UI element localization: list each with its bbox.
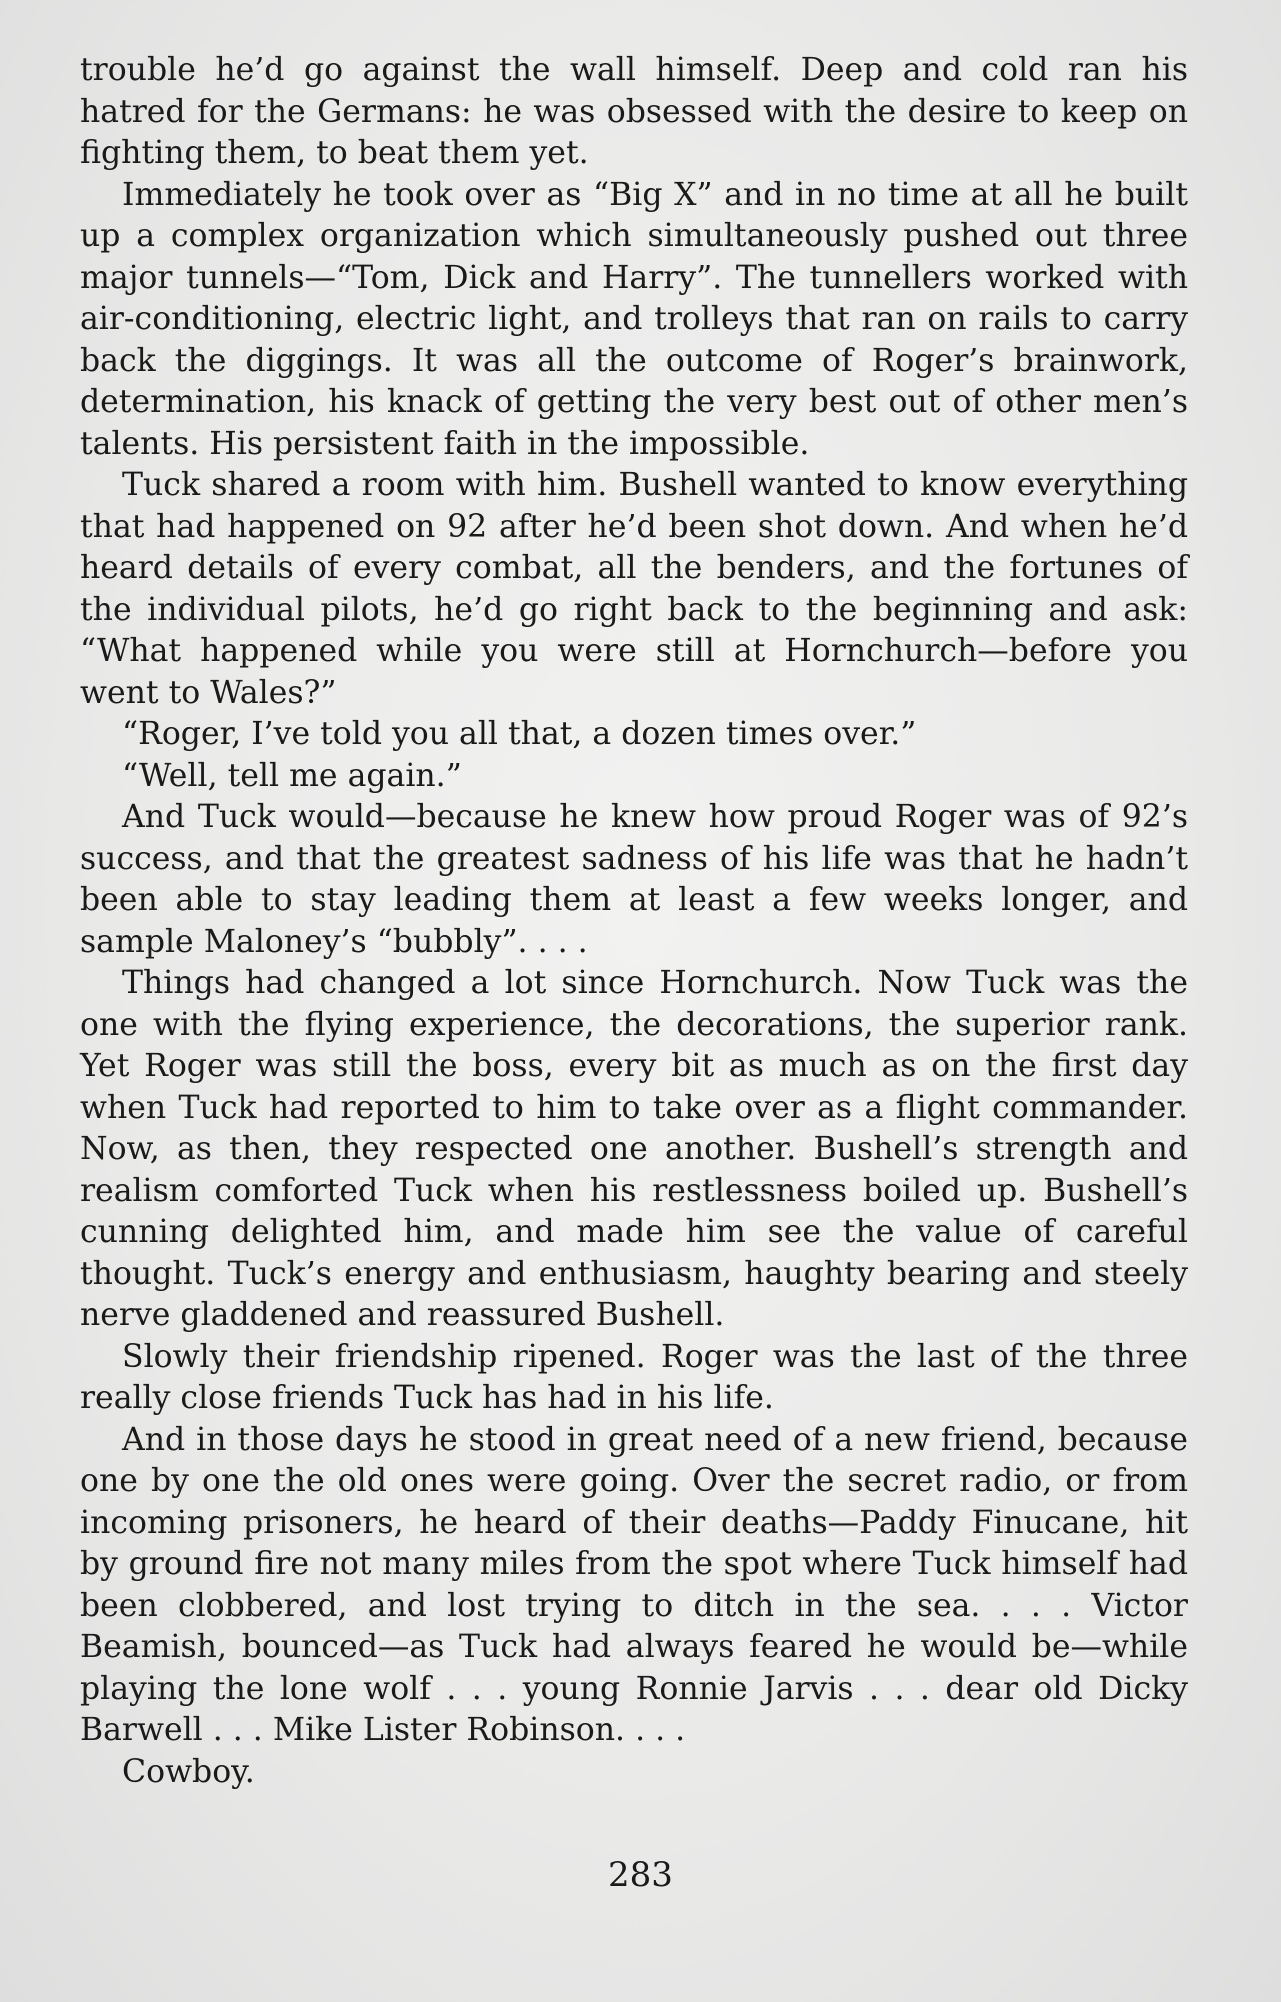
paragraph-tuck-would: And Tuck would—because he knew how proud Roger was of 92’s success, and that the greatest sadness of his life was that he hadn’t been able to stay leading them at least a few weeks longer, and sample Maloney’s “bubbly”. . . . <box>80 799 1188 960</box>
paragraph-old-friends: And in those days he stood in great need of a new friend, because one by one the old ones were going. Over the secret radio, or from incoming prisoners, he heard of their deaths—Paddy Finucane, hit by ground fire not many miles from the spot where Tuck himself had been clobbered, and lost trying to ditch in the sea. . . . Victor Beamish, bounced—as Tuck had always feared he would be—while playing the lone wolf . . . young Ronnie Jarvis . . . dear old Dicky Barwell . . . Mike Lister Robinson. . . . <box>80 1421 1188 1748</box>
paragraph-room-share: Tuck shared a room with him. Bushell wanted to know everything that had happened on 92 after he’d been shot down. And when he’d heard details of every combat, all the benders, and the fortunes of the individual pilots, he’d go right back to the beginning and ask: “What happened while you were still at Hornchurch—before you went to Wales?” <box>80 467 1188 711</box>
page-number: 283 <box>608 1855 673 1895</box>
paragraph-friendship: Slowly their friendship ripened. Roger was the last of the three really close friends Tuck has had in his life. <box>80 1338 1188 1416</box>
paragraph-things-changed: Things had changed a lot since Hornchurch. Now Tuck was the one with the flying experience, the decorations, the superior rank. Yet Roger was still the boss, every bit as much as on the first day when Tuck had reported to him to take over as a flight commander. Now, as then, they respected one another. Bushell’s strength and realism comforted Tuck when his restlessness boiled up. Bushell’s cunning delighted him, and made him see the value of careful thought. Tuck’s energy and enthusiasm, haughty bearing and steely nerve gladdened and reassured Bushell. <box>80 965 1188 1333</box>
paragraph-big-x: Immediately he took over as “Big X” and in no time at all he built up a complex organization which simultaneously pushed out three major tunnels—“Tom, Dick and Harry”. The tunnellers worked with air-conditioning, electric light, and trolleys that ran on rails to carry back the diggings. It was all the outcome of Roger’s brainwork, determination, his knack of getting the very best out of other men’s talents. His persistent faith in the impossible. <box>80 176 1188 462</box>
paragraph-dialogue-roger: “Roger, I’ve told you all that, a dozen times over.” <box>122 716 917 752</box>
paragraph-dialogue-tell-again: “Well, tell me again.” <box>122 757 462 794</box>
paragraph-continued: trouble he’d go against the wall himself. Deep and cold ran his hatred for the Germans: he was obsessed with the desire to keep on fighting them, to beat them yet. <box>80 52 1188 171</box>
body-text <box>80 50 1188 1793</box>
paragraph-cowboy: Cowboy. <box>122 1753 255 1790</box>
